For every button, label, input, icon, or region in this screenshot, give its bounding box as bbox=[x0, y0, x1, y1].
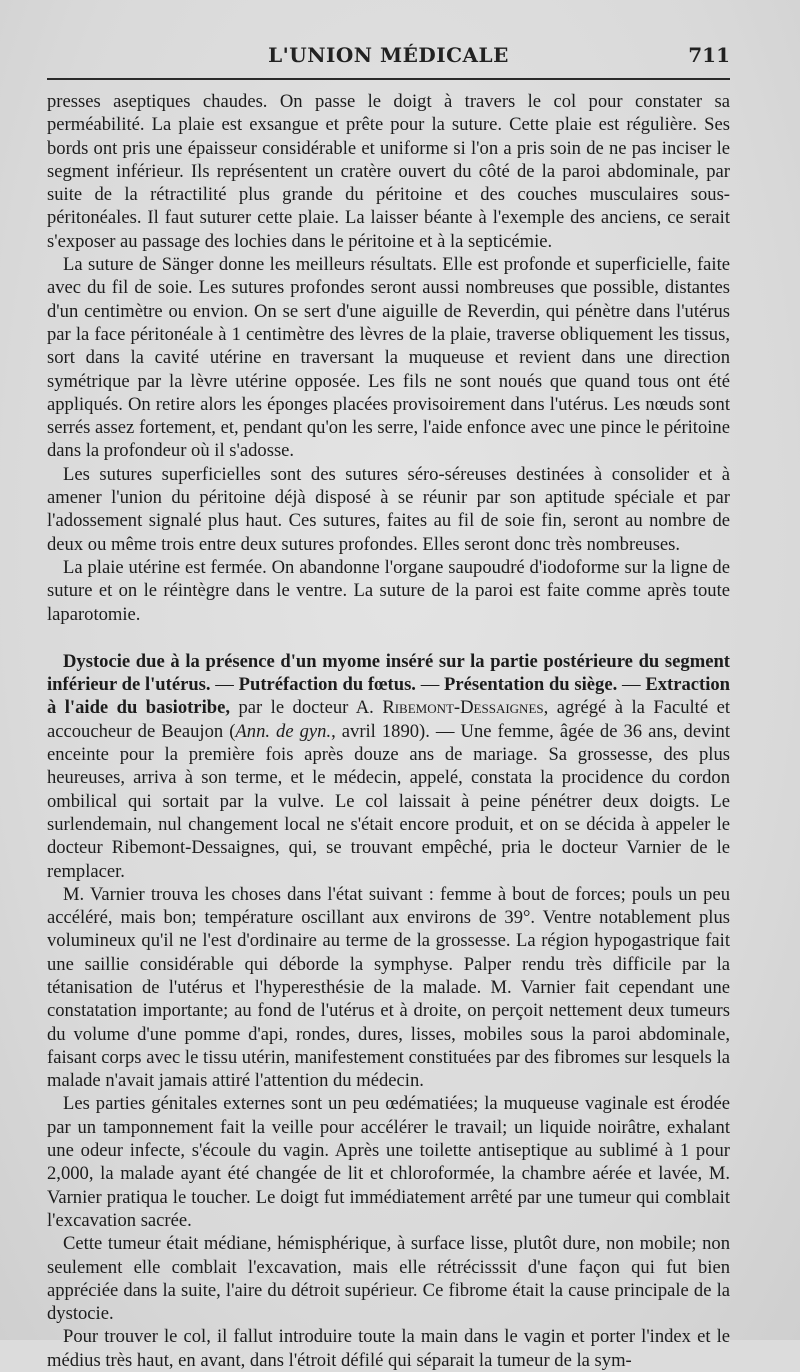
journal-title: L'UNION MÉDICALE bbox=[268, 43, 509, 67]
section-gap bbox=[47, 626, 730, 650]
byline-text: par le docteur A. bbox=[229, 697, 383, 719]
author-name: Ribemont-Dessaignes, bbox=[382, 697, 549, 719]
journal-citation: Ann. de gyn. bbox=[235, 720, 332, 742]
article-body bbox=[47, 90, 730, 1372]
paragraph: Les sutures superficielles sont des sutures séro-séreuses destinées à consolider et à amener l'union du péritoine déjà disposé à se réunir par son aptitude spéciale et par l'adossement signalé plus haut. Ces sutures, faites au fil de soie fin, seront au nombre de deux ou même trois entre deux sutures profondes. Elles seront donc très nombreuses. bbox=[47, 463, 730, 555]
paragraph: La suture de Sänger donne les meilleurs résultats. Elle est profonde et superficielle, faite avec du fil de soie. Les sutures profondes seront aussi nombreuses que possible, distantes d'un centimètre ou envion. On se sert d'une aiguille de Reverdin, qui pénètre dans l'utérus par la face péritonéale à 1 centimètre des lèvres de la plaie, traverse obliquement les tissus, sort dans la cavité utérine en traversant la muqueuse et revient dans une direction symétrique par la lèvre utérine opposée. Les fils ne sont noués que quand tous ont été appliqués. On retire alors les éponges placées provisoirement dans l'utérus. Les nœuds sont serrés assez fortement, et, pendant qu'on les serre, l'aide enfonce avec une pince le péritoine dans la profondeur où il s'adosse. bbox=[47, 254, 730, 462]
paragraph: Cette tumeur était médiane, hémisphérique, à surface lisse, plutôt dure, non mobile; non seulement elle comblait l'excavation, mais elle rétrécisssit d'une façon qui fut bien appréciée dans la suite, l'aire du détroit supérieur. Ce fibrome était la cause principale de la dystocie. bbox=[47, 1233, 730, 1325]
paragraph: Pour trouver le col, il fallut introduire toute la main dans le vagin et porter l'index et le médius très haut, en avant, dans l'étroit défilé qui séparait la tumeur de la sym- bbox=[47, 1326, 730, 1371]
paragraph: presses aseptiques chaudes. On passe le doigt à travers le col pour constater sa perméabilité. La plaie est exsangue et prête pour la suture. Cette plaie est régulière. Ses bords ont pris une épaisseur considérable et uniforme si l'on a pris soin de ne pas inciser le segment inférieur. Ils représentent un cratère ouvert du côté de la paroi abdominale, par suite de la rétractilité plus grande du péritoine et des couches musculaires sous-péritonéales. Il faut suturer cette plaie. La laisser béante à l'exemple des anciens, ce serait s'exposer au passage des lochies dans le péritoine et à la septicémie. bbox=[47, 91, 730, 252]
abstract-text: , avril 1890). — Une femme, âgée de 36 ans, devint enceinte pour la première fois après douze ans de mariage. Sa grossesse, des plus heureuses, arriva à son terme, et le médecin, appelé, constata la procidence du cordon ombilical qui sortait par la vulve. Le col laissait à peine pénétrer deux doigts. Le surlendemain, nul changement local ne s'était encore produit, et on se décida à appeler le docteur Ribemont-Dessaignes, qui, se trouvant empêché, pria le docteur Varnier de le remplacer. bbox=[47, 720, 731, 882]
heading-dash: — bbox=[210, 674, 239, 696]
header-rule bbox=[47, 78, 730, 80]
abstract-heading-3: Présentation du siège. bbox=[444, 674, 618, 696]
heading-dash: — bbox=[617, 674, 646, 696]
abstract-paragraph bbox=[47, 650, 730, 883]
paragraph: La plaie utérine est fermée. On abandonne l'organe saupoudré d'iodoforme sur la ligne de suture et on le réintègre dans le ventre. La suture de la paroi est faite comme après toute laparotomie. bbox=[47, 556, 730, 625]
page-number: 711 bbox=[688, 43, 730, 67]
author-affiliation: agrégé à la Faculté et accoucheur de Beaujon ( bbox=[47, 697, 730, 742]
abstract-heading-2: Putréfaction du fœtus. bbox=[238, 674, 416, 696]
paragraph: M. Varnier trouva les choses dans l'état suivant : femme à bout de forces; pouls un peu accéléré, mais bon; température oscillant aux environs de 39°. Ventre notablement plus volumineux qu'il ne l'est d'ordinaire au terme de la grossesse. La région hypogastrique fait une saillie considérable qui déborde la symphyse. Palper rendu très difficile par la tétanisation de l'utérus et l'hyperesthésie de la malade. M. Varnier fait cependant une constatation importante; au fond de l'utérus et à droite, on perçoit nettement deux tumeurs du volume d'une pomme d'api, rondes, dures, lisses, mobiles sous la paroi abdominale, faisant corps avec le tissu utérin, manifestement constituées par des fibromes sur lesquels la malade n'avait jamais attiré l'attention du médecin. bbox=[47, 883, 730, 1092]
abstract-heading-1: Dystocie due à la présence d'un myome inséré sur la partie postérieure du segment inférieur de l'utérus. bbox=[47, 650, 730, 696]
running-head bbox=[47, 38, 730, 78]
abstract-heading-4: Extraction à l'aide du basiotribe, bbox=[47, 674, 731, 719]
paragraph: Les parties génitales externes sont un peu œdématiées; la muqueuse vaginale est érodée par un tamponnement fait la veille pour accélérer le travail; un liquide noirâtre, exhalant une odeur infecte, s'écoule du vagin. Après une toilette antiseptique au sublimé à 1 pour 2,000, la malade ayant été changée de lit et chloroformée, la chambre aérée et lavée, M. Varnier pratiqua le toucher. Le doigt fut immédiatement arrêté par une tumeur qui comblait l'excavation sacrée. bbox=[47, 1093, 730, 1231]
heading-dash: — bbox=[415, 674, 445, 696]
